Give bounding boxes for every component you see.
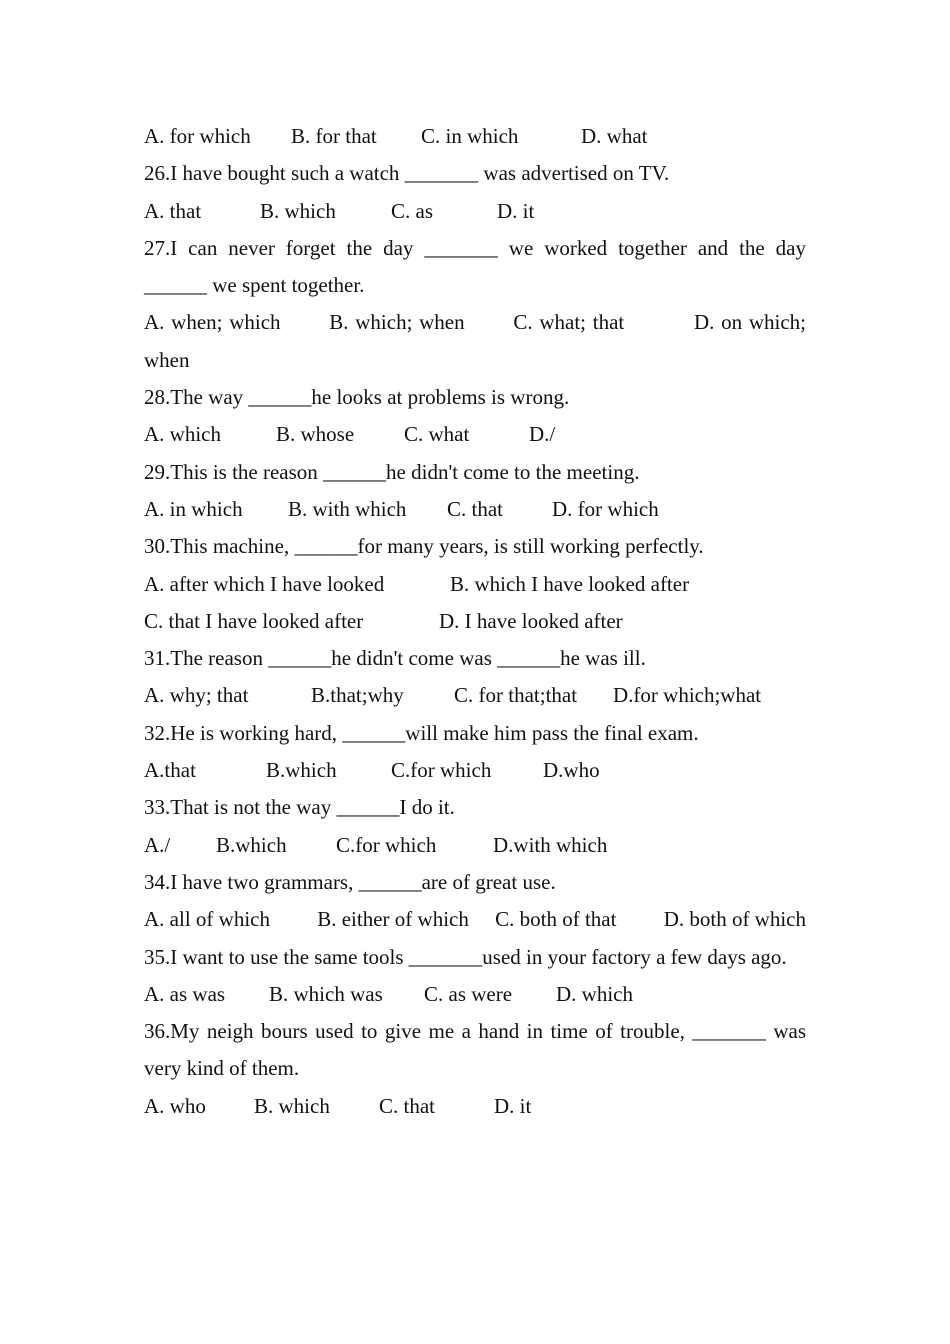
option: C. what bbox=[404, 422, 470, 447]
option: A. that bbox=[144, 198, 202, 223]
option: C. that bbox=[379, 1093, 435, 1118]
option: D. which bbox=[556, 981, 633, 1006]
options-row bbox=[144, 976, 806, 1013]
option: D. I have looked after bbox=[439, 608, 623, 633]
options-row-wrapped bbox=[144, 304, 806, 379]
options-row bbox=[144, 566, 806, 603]
question-31: 31.The reason ______he didn't come was ______he was ill. bbox=[144, 646, 646, 671]
option: C. that I have looked after bbox=[144, 608, 364, 633]
question-36: 36.My neigh bours used to give me a hand in time of trouble, _______ was very kind of them. bbox=[144, 1019, 806, 1081]
option: D.with which bbox=[493, 832, 608, 857]
option: D.who bbox=[543, 758, 600, 783]
question-26: 26.I have bought such a watch _______ was advertised on TV. bbox=[144, 161, 670, 186]
question-29: 29.This is the reason ______he didn't come to the meeting. bbox=[144, 459, 640, 484]
option: B. with which bbox=[288, 496, 407, 521]
option: A. who bbox=[144, 1093, 206, 1118]
question-32: 32.He is working hard, ______will make him pass the final exam. bbox=[144, 720, 699, 745]
option: A. after which I have looked bbox=[144, 571, 385, 596]
question-28: 28.The way ______he looks at problems is wrong. bbox=[144, 385, 570, 410]
question-27: 27.I can never forget the day _______ we worked together and the day ______ we spent together. bbox=[144, 235, 806, 298]
options-row bbox=[144, 416, 806, 453]
options-row bbox=[144, 677, 806, 714]
option: C. what; that bbox=[513, 310, 625, 335]
options-row-wrapped bbox=[144, 901, 806, 938]
option: C. in which bbox=[421, 124, 519, 148]
option: A./ bbox=[144, 832, 171, 857]
option: B. which bbox=[254, 1093, 330, 1118]
option: A. why; that bbox=[144, 683, 249, 708]
option: D.for which;what bbox=[613, 683, 762, 708]
option: A. for which bbox=[144, 124, 251, 148]
option: B. whose bbox=[276, 422, 355, 447]
options-row bbox=[144, 1088, 806, 1125]
options-row bbox=[144, 193, 806, 230]
options-row bbox=[144, 752, 806, 789]
options-row bbox=[144, 491, 806, 528]
option: C. for that;that bbox=[454, 683, 578, 708]
question-30: 30.This machine, ______for many years, is still working perfectly. bbox=[144, 534, 704, 559]
option: B.which bbox=[216, 832, 287, 857]
option: C. as bbox=[391, 198, 433, 223]
question-35: 35.I want to use the same tools _______used in your factory a few days ago. bbox=[144, 944, 787, 969]
option: D. for which bbox=[552, 496, 659, 521]
option: B. either of which bbox=[317, 907, 469, 932]
options-row bbox=[144, 603, 806, 640]
option: D. both of which bbox=[663, 907, 807, 932]
option: B. for that bbox=[291, 124, 377, 148]
option: D. it bbox=[497, 198, 535, 223]
option: A.that bbox=[144, 758, 196, 783]
option: B. which was bbox=[269, 981, 383, 1006]
option: D./ bbox=[529, 422, 556, 447]
option: A. all of which bbox=[144, 907, 270, 932]
option: C.for which bbox=[336, 832, 437, 857]
option: C.for which bbox=[391, 758, 492, 783]
options-row bbox=[144, 118, 806, 155]
option: D. what bbox=[581, 124, 648, 148]
worksheet bbox=[144, 118, 806, 1125]
option: C. that bbox=[447, 496, 503, 521]
question-34: 34.I have two grammars, ______are of great use. bbox=[144, 869, 556, 894]
option: C. both of that bbox=[495, 907, 617, 932]
option: B.that;why bbox=[311, 683, 404, 708]
question-33: 33.That is not the way ______I do it. bbox=[144, 795, 455, 820]
option: B. which; when bbox=[329, 310, 465, 335]
option: A. as was bbox=[144, 981, 226, 1006]
option: A. in which bbox=[144, 496, 243, 521]
option: B. which bbox=[260, 198, 336, 223]
option: D. it bbox=[494, 1093, 532, 1118]
option: B.which bbox=[266, 758, 337, 783]
option: A. which bbox=[144, 422, 221, 447]
option: B. which I have looked after bbox=[450, 571, 690, 596]
option: A. when; which bbox=[144, 310, 281, 335]
option: C. as were bbox=[424, 981, 513, 1006]
option: D. on which; when bbox=[144, 310, 807, 372]
options-row bbox=[144, 827, 806, 864]
